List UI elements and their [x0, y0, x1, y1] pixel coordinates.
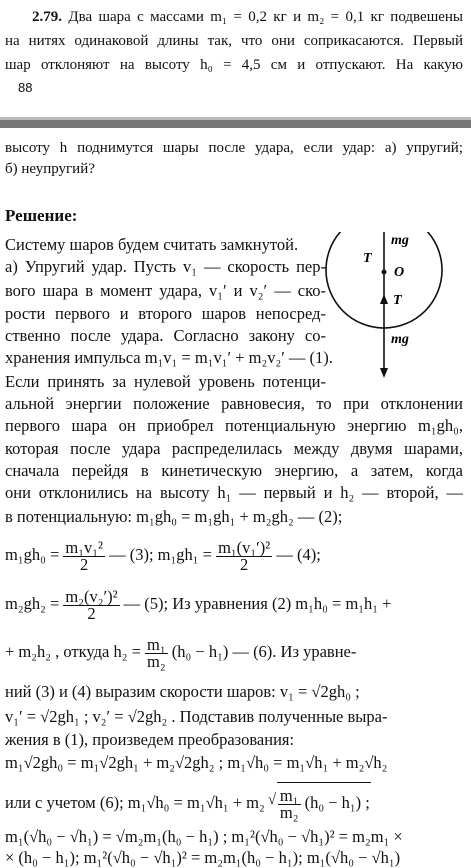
eq6-fraction	[145, 634, 168, 671]
with6-fraction	[278, 785, 301, 822]
solution-line-10: которая после удара распределилась между двумя шарами,	[5, 439, 463, 458]
with6-num: √ m₁	[279, 785, 299, 805]
page-gap	[0, 120, 471, 128]
eq3-tag: — (3);	[109, 545, 154, 564]
solution-line-7: Если принять за нулевой уровень потенци-	[5, 372, 326, 391]
solution-line-12: они отклонились на высоту h₁ — первый и h₂ — второй, —	[5, 483, 463, 502]
solution-heading: Решение:	[5, 206, 78, 225]
with6-den: m₂	[279, 802, 299, 822]
eq3-den: 2	[80, 554, 89, 574]
pendulum-figure	[315, 232, 465, 392]
eq3-fraction	[63, 537, 105, 574]
eq4-num: m₁(v₁′)²	[218, 537, 271, 557]
eq4-fraction	[216, 537, 272, 574]
eq4-tag: — (4);	[276, 545, 321, 564]
eq5-den: 2	[87, 603, 96, 623]
label-o: O	[394, 265, 405, 280]
solution-line-2: а) Упругий удар. Пусть v₁ — скорость пер-	[5, 257, 326, 276]
equation-6	[5, 632, 463, 672]
eq3-num: m₁v₁²	[65, 537, 103, 557]
solution-line-transform: жения в (1), произведем преобразования:	[5, 730, 295, 749]
solution-line-9: первого шара он приобрел потенциальную энергию m₁gh₀,	[5, 416, 463, 435]
eq6-den: m₂	[147, 651, 166, 671]
eq3-lhs: m₁gh₀ =	[5, 545, 60, 564]
label-mg-bottom: mg	[391, 332, 409, 347]
equation-5	[5, 584, 463, 624]
solution-line-1: Систему шаров будем считать замкнутой.	[5, 235, 299, 254]
solution-line-8: альной энергии положение равновесия, то при отклонении	[5, 394, 463, 413]
problem-line-3: шар отклоняют на высоту h₀ = 4,5 см и отпускают. На какую	[5, 57, 463, 73]
solution-line-3: вого шара в момент удара, v₁′ и v₂′ — ско-	[5, 281, 326, 300]
eq5-tag: — (5); Из уравнения (2) m₁h₀ = m₁h₁ +	[123, 594, 392, 613]
solution-line-velocities: ний (3) и (4) выразим скорости шаров: v₁ = √2gh₀ ;	[5, 682, 360, 701]
solution-line-11: сначала перейдя в кинетическую энергию, а затем, когда	[5, 461, 463, 480]
problem-line-1	[32, 8, 463, 26]
pivot-point	[382, 270, 387, 275]
solution-line-final: × (h₀ − h₁); m₁²(√h₀ − √h₁)² = m₂m₁(h₀ − h₁); m₁(√h₀ − √h₁)	[5, 848, 401, 867]
with6-tail: (h₀ − h₁) ;	[304, 793, 370, 812]
eq5-lhs: m₂gh₂ =	[5, 594, 60, 613]
eq5-num: m₂(v₂′)²	[65, 586, 118, 606]
solution-line-with-6	[5, 782, 463, 823]
solution-line-substitute: v₁′ = √2gh₁ ; v₂′ = √2gh₂ . Подставив полученные выра-	[5, 707, 388, 726]
label-mg-top: mg	[391, 233, 409, 248]
eq5-fraction	[63, 586, 119, 623]
problem-line-2: на нитях одинаковой длины так, что они соприкасаются. Первый	[5, 33, 463, 49]
with6-prefix: или с учетом (6); m₁√h₀ = m₁√h₁ + m₂	[5, 793, 265, 812]
eq6-tail: (h₀ − h₁) — (6). Из уравне-	[171, 642, 357, 661]
solution-line-13: в потенциальную: m₁gh₀ = m₁gh₁ + m₂gh₂ — (2);	[5, 507, 343, 526]
solution-line-roots: m₁√2gh₀ = m₁√2gh₁ + m₂√2gh₂ ; m₁√h₀ = m₁√h₁ + m₂√h₂	[5, 753, 388, 772]
solution-line-4: рости первого и второго шаров непосред-	[5, 304, 326, 323]
solution-line-6: хранения импульса m₁v₁ = m₁v₁′ + m₂v₂′ — (1).	[5, 348, 333, 367]
problem-line-5: б) неупругий?	[5, 161, 95, 177]
solution-line-squared: m₁(√h₀ − √h₁) = √m₂m₁(h₀ − h₁) ; m₁²(√h₀ − √h₁)² = m₂m₁ ×	[5, 827, 403, 846]
problem-line-4: высоту h поднимутся шары после удара, если удар: а) упругий;	[5, 140, 463, 156]
eq6-lhs: h₂ =	[113, 642, 141, 661]
page-number: 88	[18, 80, 33, 95]
equation-3-4	[5, 535, 463, 575]
arrow-up-mid-icon	[380, 294, 388, 304]
with6-sqrt	[277, 782, 371, 823]
eq6-prefix: + m₂h₂ , откуда	[5, 642, 110, 661]
problem-number: 2.79.	[32, 9, 62, 25]
solution-line-5: ственно после удара. Согласно закону со-	[5, 326, 326, 345]
problem-text-1: Два шара с массами m₁ = 0,2 кг и m₂ = 0,1 кг подвешены	[68, 9, 464, 25]
arrow-down-icon	[380, 368, 388, 378]
label-t-top: T	[363, 251, 372, 266]
label-t-bottom: T	[393, 293, 402, 308]
eq4-den: 2	[240, 554, 249, 574]
eq4-lhs: m₁gh₁ =	[157, 545, 212, 564]
eq6-num: m₁	[147, 634, 166, 654]
